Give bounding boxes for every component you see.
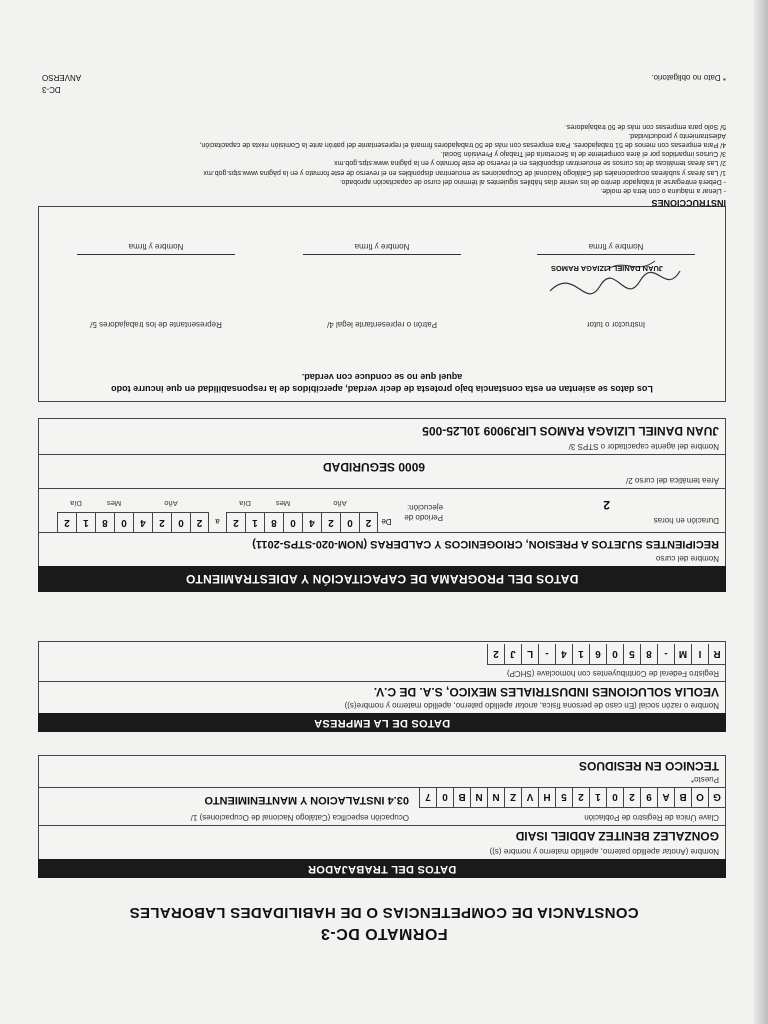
fecha-inicio-char: 0 [340,512,359,532]
razon-social-label: Nombre o razón social (En caso de persona física, anotar apellido paterno, apellido materno y nombre(s)) [344,701,719,710]
footer-dato: * Dato no obligatorio. [651,73,726,82]
rfc-char: I [691,644,708,664]
rfc-label: Registro Federal de Contribuyentes con homoclave (SHCP) [506,669,719,678]
fecha-inicio-char: 0 [283,512,302,532]
nombre-value: GONZALEZ BENITEZ ADDIEL ISAID [515,829,719,843]
curp-char: G [708,787,725,807]
agente-value: JUAN DANIEL LIZIAGA RAMOS LIRJ9009 10L25-005 [422,424,719,438]
anio-caption: Año [164,499,178,508]
instructor-signature-line [537,254,695,255]
fecha-boxes [57,512,395,532]
declaracion [39,371,725,395]
periodo-fechas [37,488,395,532]
declaracion-line2: aquel que no se conduce con verdad. [301,372,463,382]
programa-section [38,418,726,592]
fecha-fin-char: 2 [57,512,76,532]
fecha-fin-char: 8 [95,512,114,532]
agente-cell [38,418,726,454]
rfc-char: 6 [589,644,606,664]
fecha-fin-char: 0 [171,512,190,532]
fecha-inicio-char: 2 [359,512,378,532]
instrucciones-list [26,121,726,195]
curp-char: H [538,787,555,807]
curp-char: O [691,787,708,807]
instruccion-line: 3/ Cursos impartidos por el área competente de la Secretaría del Trabajo y Previsión Social. [440,150,726,158]
fecha-inicio-char: 2 [321,512,340,532]
curp-char: B [453,787,470,807]
representante-signature-line [77,254,235,255]
instruccion-line: 4/ Para empresas con menos de 51 trabajadores. Para empresas con más de 50 trabajadores firmará el representante del patrón ante la Comisión mixta de capacitación, [199,140,726,148]
mes-caption: Mes [106,499,122,508]
curp-char: 2 [572,787,589,807]
a-label: a [215,517,220,527]
form-title: FORMATO DC-3 [320,925,448,942]
curp-char: 9 [640,787,657,807]
puesto-value: TECNICO EN RESIDUOS [578,759,719,773]
rfc-char: 5 [623,644,640,664]
rfc-char: 0 [606,644,623,664]
rfc-char: 2 [487,644,504,664]
rfc-char: R [708,644,725,664]
instruccion-line: - Llenar a máquina o con letra de molde. [600,187,726,194]
rfc-char: 4 [555,644,572,664]
fecha-fin-char: 2 [190,512,209,532]
trabajador-section [38,755,726,878]
anio-caption: Año [333,499,347,508]
nombre-label: Nombre (Anotar apellido paterno, apellido materno y nombre (s)) [489,847,719,856]
declaracion-line1: Los datos se asientan en esta constancia bajo protesta de decir verdad, apercibidos de la responsabilidad en que incurre todo [111,384,653,394]
instrucciones-title: INSTRUCCIONES [651,198,726,208]
curp-char: 5 [555,787,572,807]
periodo-label: Periodo de ejecución: [404,503,443,522]
de-label: De [381,517,392,527]
instructor-role-label: Instructor o tutor [586,320,646,329]
curp-char: 0 [606,787,623,807]
instruccion-line: - Deberá entregarse al trabajador dentro de los veinte días hábiles siguientes al término del curso de capacitación aprobado. [339,177,726,185]
razon-social-cell [38,681,726,713]
curp-char: A [657,787,674,807]
curp-char: 0 [436,787,453,807]
fecha-inicio-char: 2 [226,512,245,532]
agente-label: Nombre del agente capacitador o STPS 3/ [568,442,719,451]
curp-char: Z [504,787,521,807]
curp-char: 2 [623,787,640,807]
curso-value: RECIPIENTES SUJETOS A PRESION, CRIOGENICOS Y CALDERAS (NOM-020-STPS-2011) [252,538,719,550]
scan-edge-shadow [754,0,768,1024]
duracion-label: Duración en horas [653,516,719,525]
signature-scribble [545,251,685,301]
curp-char: N [470,787,487,807]
trabajador-nombre-cell [38,825,726,859]
patron-role-label: Patrón o representante legal 4/ [327,320,437,329]
curp-ocupacion-row [38,787,726,825]
firmas-section [38,206,726,402]
instructor-nombre-firma: Nombre y firma [588,242,644,251]
instructor-name: JUAN DANIEL LIZIAGA RAMOS [550,264,664,273]
fecha-fin-char: 1 [76,512,95,532]
instruccion-line: Adiestramiento y productividad. [628,131,726,139]
curp-char: V [521,787,538,807]
instruccion-line: 1/ Las áreas y subáreas ocupacionales del Catálogo Nacional de Ocupaciones se encuentran disponibles en el reverso de este formato y en la página www.stps.gob.mx [203,168,726,176]
representante-role-label: Representante de los trabajadores 5/ [90,320,222,329]
dia-caption: Día [239,499,251,508]
mes-caption: Mes [275,499,291,508]
rfc-cell [38,641,726,681]
curp-boxes [419,787,725,808]
ocupacion-label: Ocupación específica (Catálogo Nacional de Ocupaciones) 1/ [190,813,409,822]
puesto-label: Puesto* [690,775,719,784]
curp-label: Clave Única de Registro de Población [584,813,719,822]
rfc-boxes [487,644,725,665]
razon-social-value: VEOLIA SOLUCIONES INDUSTRIALES MEXICO, S.A. DE C.V. [373,685,719,699]
fecha-labels [37,494,395,508]
rfc-char: J [504,644,521,664]
fecha-inicio-char: 8 [264,512,283,532]
area-label: Área temática del curso 2/ [626,476,719,485]
rfc-char: 8 [640,644,657,664]
duracion-value: 2 [603,498,610,512]
curso-cell [38,532,726,566]
form-subtitle: CONSTANCIA DE COMPETENCIAS O DE HABILIDADES LABORALES [129,904,639,921]
rfc-char: - [657,644,674,664]
ocupacion-value: 03.4 INSTALACION Y MANTENIMIENTO [204,794,409,806]
fecha-fin-char: 0 [114,512,133,532]
fecha-fin-char: 2 [152,512,171,532]
programa-section-title: DATOS DEL PROGRAMA DE CAPACITACIÓN Y ADIESTRAMIENTO [38,566,726,592]
fecha-inicio-char: 4 [302,512,321,532]
curp-char: N [487,787,504,807]
instruccion-line: 2/ Las áreas temáticas de los cursos se encuentran disponibles en el reverso de este formato y en la página www.stps.gob.mx [334,159,726,167]
dia-caption: Día [70,499,82,508]
duracion-periodo-row [38,488,726,532]
rfc-char: 1 [572,644,589,664]
curp-char: 7 [419,787,436,807]
area-tematica-cell [38,454,726,488]
area-value: 6000 SEGURIDAD [322,460,425,474]
footer-code: DC-3 [42,85,61,94]
patron-nombre-firma: Nombre y firma [354,242,410,251]
instruccion-line: 5/ Solo para empresas con más de 50 trabajadores. [564,122,726,130]
fecha-inicio-char: 1 [245,512,264,532]
rfc-char: L [521,644,538,664]
fecha-fin-char: 4 [133,512,152,532]
rfc-char: - [538,644,555,664]
trabajador-section-title: DATOS DEL TRABAJADOR [38,859,726,878]
empresa-section [38,641,726,732]
curso-label: Nombre del curso [655,554,719,563]
patron-signature-line [303,254,461,255]
footer-anverso: ANVERSO [42,73,82,82]
puesto-cell [38,755,726,787]
empresa-section-title: DATOS DE LA EMPRESA [38,713,726,732]
representante-nombre-firma: Nombre y firma [128,242,184,251]
curp-char: B [674,787,691,807]
curp-char: 1 [589,787,606,807]
rfc-char: M [674,644,691,664]
